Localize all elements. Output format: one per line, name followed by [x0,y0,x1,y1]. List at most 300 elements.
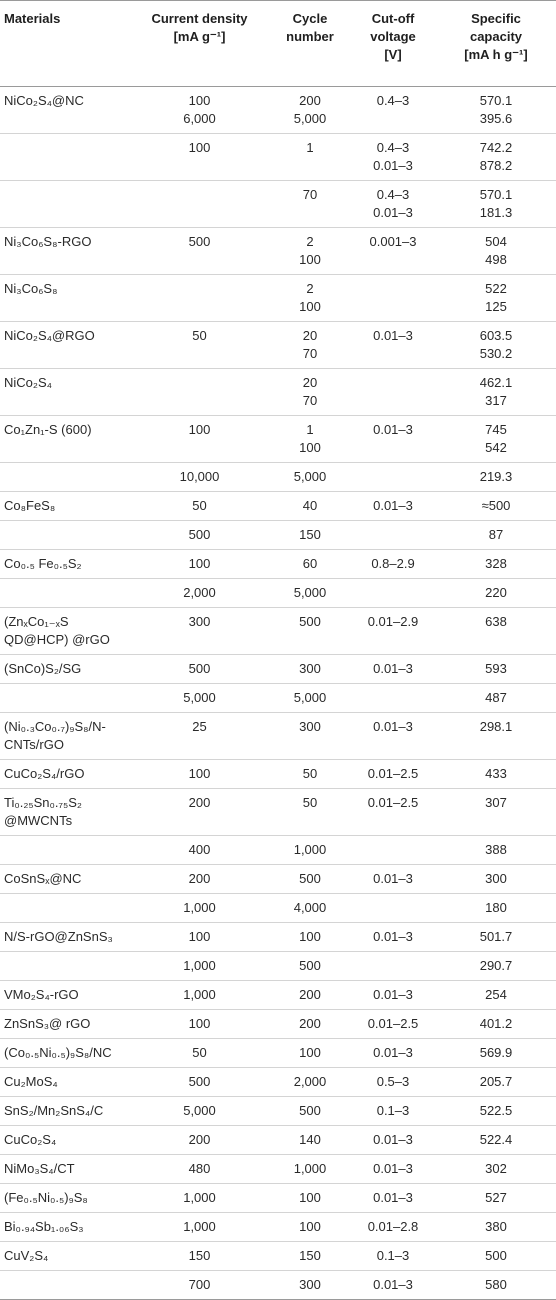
cell-current-density [129,416,270,463]
cell-material [0,579,129,608]
table-row [0,369,556,416]
cell-cutoff-voltage [350,1039,436,1068]
table-row [0,923,556,952]
cell-cycle-number [270,181,350,228]
cell-line: 317 [485,393,507,408]
cell-line: 200 [299,987,321,1002]
cell-line: 219.3 [479,469,513,484]
cell-line: 542 [485,440,507,455]
table-row [0,1213,556,1242]
cell-current-density [129,369,270,416]
cell-line: 2 [306,234,314,249]
cell-line: 200 [188,795,211,810]
cell-line: Co₀.₅ Fe₀.₅S₂ [4,556,82,571]
cell-line: 522 [485,281,507,296]
cell-cycle-number [270,1155,350,1184]
cell-line: 500 [188,661,211,676]
cell-specific-capacity [436,760,556,789]
cell-cutoff-voltage [350,1184,436,1213]
cell-line: QD@HCP) @rGO [4,632,110,647]
cell-specific-capacity [436,181,556,228]
cell-line: 0.01–3 [373,422,413,437]
cell-line: 527 [485,1190,507,1205]
table-row [0,836,556,865]
table-row [0,952,556,981]
table-row [0,87,556,134]
cell-cycle-number [270,1010,350,1039]
cell-line: 0.01–3 [373,1190,413,1205]
cell-current-density [129,1213,270,1242]
cell-material [0,865,129,894]
cell-current-density [129,1068,270,1097]
cell-line: CuCo₂S₄ [4,1132,57,1147]
header-line: Current density [151,11,248,26]
cell-specific-capacity [436,579,556,608]
cell-line: 500 [299,958,321,973]
header-cycle-number [270,1,350,87]
table-row [0,1039,556,1068]
header-line: [mA h g⁻¹] [464,47,528,62]
cell-line: @MWCNTs [4,813,73,828]
cell-line: 0.01–3 [373,1161,413,1176]
cell-material [0,1097,129,1126]
cell-line: 0.01–3 [373,205,413,220]
cell-cycle-number [270,1068,350,1097]
cell-cycle-number [270,655,350,684]
cell-line: 0.01–3 [373,929,413,944]
cell-line: ZnSnS₃@ rGO [4,1016,91,1031]
cell-material [0,1184,129,1213]
cell-line: 100 [299,1219,321,1234]
cell-current-density [129,181,270,228]
cell-material [0,87,129,134]
cell-line: Cu₂MoS₄ [4,1074,58,1089]
cell-line: 5,000 [293,469,327,484]
header-row [0,1,556,87]
table-row [0,275,556,322]
cell-line: 100 [188,93,211,108]
cell-specific-capacity [436,1271,556,1300]
cell-current-density [129,1155,270,1184]
table-row [0,1010,556,1039]
cell-line: 50 [192,1045,207,1060]
cell-current-density [129,1184,270,1213]
table-row [0,684,556,713]
cell-current-density [129,463,270,492]
cell-line: 70 [302,393,318,408]
header-materials [0,1,129,87]
cell-line: 0.01–3 [373,719,413,734]
header-line: Cut-off [371,11,415,26]
cell-line: 200 [188,1132,211,1147]
cell-line: 504 [485,234,507,249]
cell-cycle-number [270,1242,350,1271]
cell-cutoff-voltage [350,1068,436,1097]
cell-line: 25 [192,719,207,734]
cell-line: 1,000 [183,900,216,915]
cell-line: 522.5 [479,1103,513,1118]
cell-line: 0.4–3 [376,140,410,155]
cell-material [0,1155,129,1184]
cell-cutoff-voltage [350,87,436,134]
cell-cycle-number [270,952,350,981]
cell-cutoff-voltage [350,836,436,865]
cell-line: 220 [485,585,507,600]
cell-current-density [129,87,270,134]
cell-material [0,134,129,181]
cell-cycle-number [270,87,350,134]
cell-line: 100 [299,299,321,314]
table-row [0,1097,556,1126]
cell-line: 5,000 [293,111,327,126]
cell-line: (ZnₓCo₁₋ₓS [4,614,69,629]
table-row [0,463,556,492]
cell-line: 530.2 [479,346,513,361]
cell-line: 300 [299,719,321,734]
cell-line: 70 [302,346,318,361]
cell-line: 140 [299,1132,321,1147]
cell-line: NiCo₂S₄@RGO [4,328,95,343]
cell-line: CoSnSₓ@NC [4,871,82,886]
cell-line: 569.9 [479,1045,513,1060]
cell-material [0,1271,129,1300]
cell-line: 50 [302,766,318,781]
cell-current-density [129,1242,270,1271]
cell-line: 745 [485,422,507,437]
cell-line: 50 [192,498,207,513]
cell-cutoff-voltage [350,275,436,322]
cell-line: 401.2 [479,1016,513,1031]
cell-line: 300 [485,871,507,886]
cell-line: 200 [299,1016,321,1031]
cell-cutoff-voltage [350,521,436,550]
cell-cycle-number [270,836,350,865]
cell-line: 500 [188,234,211,249]
cell-cycle-number [270,228,350,275]
cell-material [0,923,129,952]
cell-line: 5,000 [293,585,327,600]
table-row [0,1184,556,1213]
cell-current-density [129,275,270,322]
header-line: number [286,29,334,44]
header-line: [V] [384,47,402,62]
cell-line: 200 [188,871,211,886]
cell-cutoff-voltage [350,1097,436,1126]
cell-line: 462.1 [479,375,513,390]
cell-line: 5,000 [293,690,327,705]
cell-specific-capacity [436,655,556,684]
cell-line: 20 [302,328,318,343]
cell-material [0,275,129,322]
cell-current-density [129,1271,270,1300]
cell-cutoff-voltage [350,228,436,275]
cell-cutoff-voltage [350,492,436,521]
cell-line: 0.01–3 [373,1277,413,1292]
cell-line: 0.4–3 [376,93,410,108]
cell-line: 500 [299,871,321,886]
cell-cutoff-voltage [350,655,436,684]
cell-cycle-number [270,416,350,463]
cell-line: 100 [299,440,321,455]
cell-line: SnS₂/Mn₂SnS₄/C [4,1103,104,1118]
cell-current-density [129,981,270,1010]
cell-cutoff-voltage [350,579,436,608]
cell-cycle-number [270,608,350,655]
table-row [0,865,556,894]
header-specific-capacity [436,1,556,87]
cell-current-density [129,1039,270,1068]
table-row [0,228,556,275]
cell-line: 0.8–2.9 [371,556,415,571]
cell-material [0,608,129,655]
cell-line: 100 [299,929,321,944]
cell-specific-capacity [436,1184,556,1213]
table-body [0,87,556,1300]
cell-specific-capacity [436,228,556,275]
cell-cutoff-voltage [350,134,436,181]
cell-material [0,836,129,865]
cell-specific-capacity [436,608,556,655]
cell-cutoff-voltage [350,1271,436,1300]
cell-cutoff-voltage [350,416,436,463]
cell-line: 0.01–3 [373,661,413,676]
cell-cutoff-voltage [350,1126,436,1155]
cell-line: 0.01–3 [373,871,413,886]
cell-line: 40 [302,498,318,513]
cell-current-density [129,579,270,608]
cell-line: CNTs/rGO [4,737,64,752]
cell-cutoff-voltage [350,713,436,760]
cell-cutoff-voltage [350,550,436,579]
cell-material [0,463,129,492]
cell-material [0,1039,129,1068]
cell-current-density [129,952,270,981]
cell-line: 500 [299,1103,321,1118]
cell-current-density [129,550,270,579]
cell-line: 180 [485,900,507,915]
cell-line: Ni₃Co₆S₈ [4,281,58,296]
cell-cutoff-voltage [350,369,436,416]
cell-line: NiCo₂S₄@NC [4,93,84,108]
table-row [0,1068,556,1097]
cell-line: Ni₃Co₆S₈-RGO [4,234,92,249]
cell-cutoff-voltage [350,760,436,789]
cell-line: 0.01–3 [373,498,413,513]
cell-current-density [129,836,270,865]
table-row [0,134,556,181]
cell-specific-capacity [436,865,556,894]
cell-material [0,684,129,713]
cell-line: 100 [299,1045,321,1060]
cell-line: 1,000 [293,842,327,857]
cell-line: 380 [485,1219,507,1234]
cell-line: 500 [188,1074,211,1089]
cell-material [0,789,129,836]
cell-line: NiCo₂S₄ [4,375,52,390]
cell-material [0,228,129,275]
cell-specific-capacity [436,87,556,134]
cell-material [0,181,129,228]
cell-specific-capacity [436,134,556,181]
cell-line: 603.5 [479,328,513,343]
cell-line: 5,000 [183,690,216,705]
cell-specific-capacity [436,1242,556,1271]
cell-line: 700 [188,1277,211,1292]
cell-line: 1,000 [293,1161,327,1176]
cell-line: 500 [188,527,211,542]
table-row [0,1242,556,1271]
cell-line: (Fe₀.₅Ni₀.₅)₉S₈ [4,1190,88,1205]
cell-current-density [129,760,270,789]
cell-specific-capacity [436,684,556,713]
cell-specific-capacity [436,789,556,836]
cell-line: 593 [485,661,507,676]
cell-line: 100 [188,929,211,944]
cell-line: 0.01–2.5 [367,1016,419,1031]
cell-specific-capacity [436,1039,556,1068]
cell-current-density [129,655,270,684]
cell-line: 500 [299,614,321,629]
cell-cycle-number [270,981,350,1010]
cell-line: 205.7 [479,1074,513,1089]
cell-line: 1,000 [183,1219,216,1234]
cell-line: 395.6 [479,111,513,126]
cell-line: 100 [188,1016,211,1031]
cell-line: 150 [299,1248,321,1263]
cell-cycle-number [270,275,350,322]
cell-cutoff-voltage [350,608,436,655]
table-row [0,550,556,579]
table-row [0,789,556,836]
cell-specific-capacity [436,1126,556,1155]
cell-specific-capacity [436,836,556,865]
cell-material [0,1126,129,1155]
table-row [0,894,556,923]
table-row [0,579,556,608]
cell-specific-capacity [436,416,556,463]
table-row [0,1155,556,1184]
cell-current-density [129,608,270,655]
cell-cycle-number [270,1126,350,1155]
header-cutoff-voltage [350,1,436,87]
header-line: Materials [4,11,61,26]
cell-line: 2,000 [183,585,216,600]
cell-line: 100 [299,1190,321,1205]
cell-specific-capacity [436,463,556,492]
cell-material [0,981,129,1010]
cell-line: 100 [188,140,211,155]
cell-material [0,322,129,369]
cell-current-density [129,322,270,369]
table-row [0,1271,556,1300]
table-row [0,416,556,463]
cell-specific-capacity [436,981,556,1010]
cell-cutoff-voltage [350,865,436,894]
cell-cycle-number [270,684,350,713]
cell-line: 0.01–2.5 [367,766,419,781]
cell-line: 0.1–3 [376,1248,410,1263]
cell-line: 100 [188,422,211,437]
cell-line: Bi₀.₉₄Sb₁.₀₆S₃ [4,1219,84,1234]
cell-specific-capacity [436,275,556,322]
cell-cutoff-voltage [350,789,436,836]
cell-cutoff-voltage [350,1242,436,1271]
cell-specific-capacity [436,952,556,981]
cell-line: 0.001–3 [369,234,417,249]
header-line: [mA g⁻¹] [173,29,226,44]
cell-line: 6,000 [183,111,216,126]
cell-specific-capacity [436,1097,556,1126]
cell-line: 0.5–3 [376,1074,410,1089]
cell-line: 1,000 [183,987,216,1002]
cell-cutoff-voltage [350,463,436,492]
cell-line: 298.1 [479,719,513,734]
cell-line: 290.7 [479,958,513,973]
cell-material [0,1068,129,1097]
cell-line: 100 [188,556,211,571]
cell-line: 100 [299,252,321,267]
cell-line: 570.1 [479,187,513,202]
cell-cutoff-voltage [350,981,436,1010]
cell-line: 570.1 [479,93,513,108]
cell-cutoff-voltage [350,1155,436,1184]
cell-line: 742.2 [479,140,513,155]
table-row [0,608,556,655]
table-header [0,1,556,87]
cell-material [0,550,129,579]
cell-line: 0.01–2.8 [367,1219,419,1234]
cell-line: 87 [488,527,504,542]
cell-line: 498 [485,252,507,267]
cell-cycle-number [270,579,350,608]
cell-line: CuV₂S₄ [4,1248,49,1263]
cell-specific-capacity [436,713,556,760]
cell-material [0,894,129,923]
cell-material [0,521,129,550]
cell-line: 0.01–3 [373,987,413,1002]
cell-line: (Co₀.₅Ni₀.₅)₉S₈/NC [4,1045,112,1060]
cell-specific-capacity [436,923,556,952]
table-row [0,521,556,550]
cell-cutoff-voltage [350,322,436,369]
cell-cycle-number [270,1271,350,1300]
cell-cycle-number [270,923,350,952]
cell-line: 70 [302,187,318,202]
cell-cycle-number [270,1213,350,1242]
cell-cycle-number [270,865,350,894]
cell-line: 307 [485,795,507,810]
cell-line: 181.3 [479,205,513,220]
cell-line: 200 [299,93,321,108]
cell-cutoff-voltage [350,1010,436,1039]
header-line: Cycle [292,11,328,26]
cell-material [0,952,129,981]
cell-material [0,492,129,521]
cell-current-density [129,684,270,713]
cell-current-density [129,1097,270,1126]
cell-current-density [129,228,270,275]
cell-current-density [129,1126,270,1155]
cell-line: N/S-rGO@ZnSnS₃ [4,929,113,944]
cell-line: 0.01–2.9 [367,614,419,629]
cell-cycle-number [270,1039,350,1068]
cell-current-density [129,923,270,952]
cell-line: 254 [485,987,507,1002]
cell-specific-capacity [436,1213,556,1242]
cell-line: 1 [306,140,314,155]
cell-cutoff-voltage [350,923,436,952]
cell-line: 300 [299,661,321,676]
